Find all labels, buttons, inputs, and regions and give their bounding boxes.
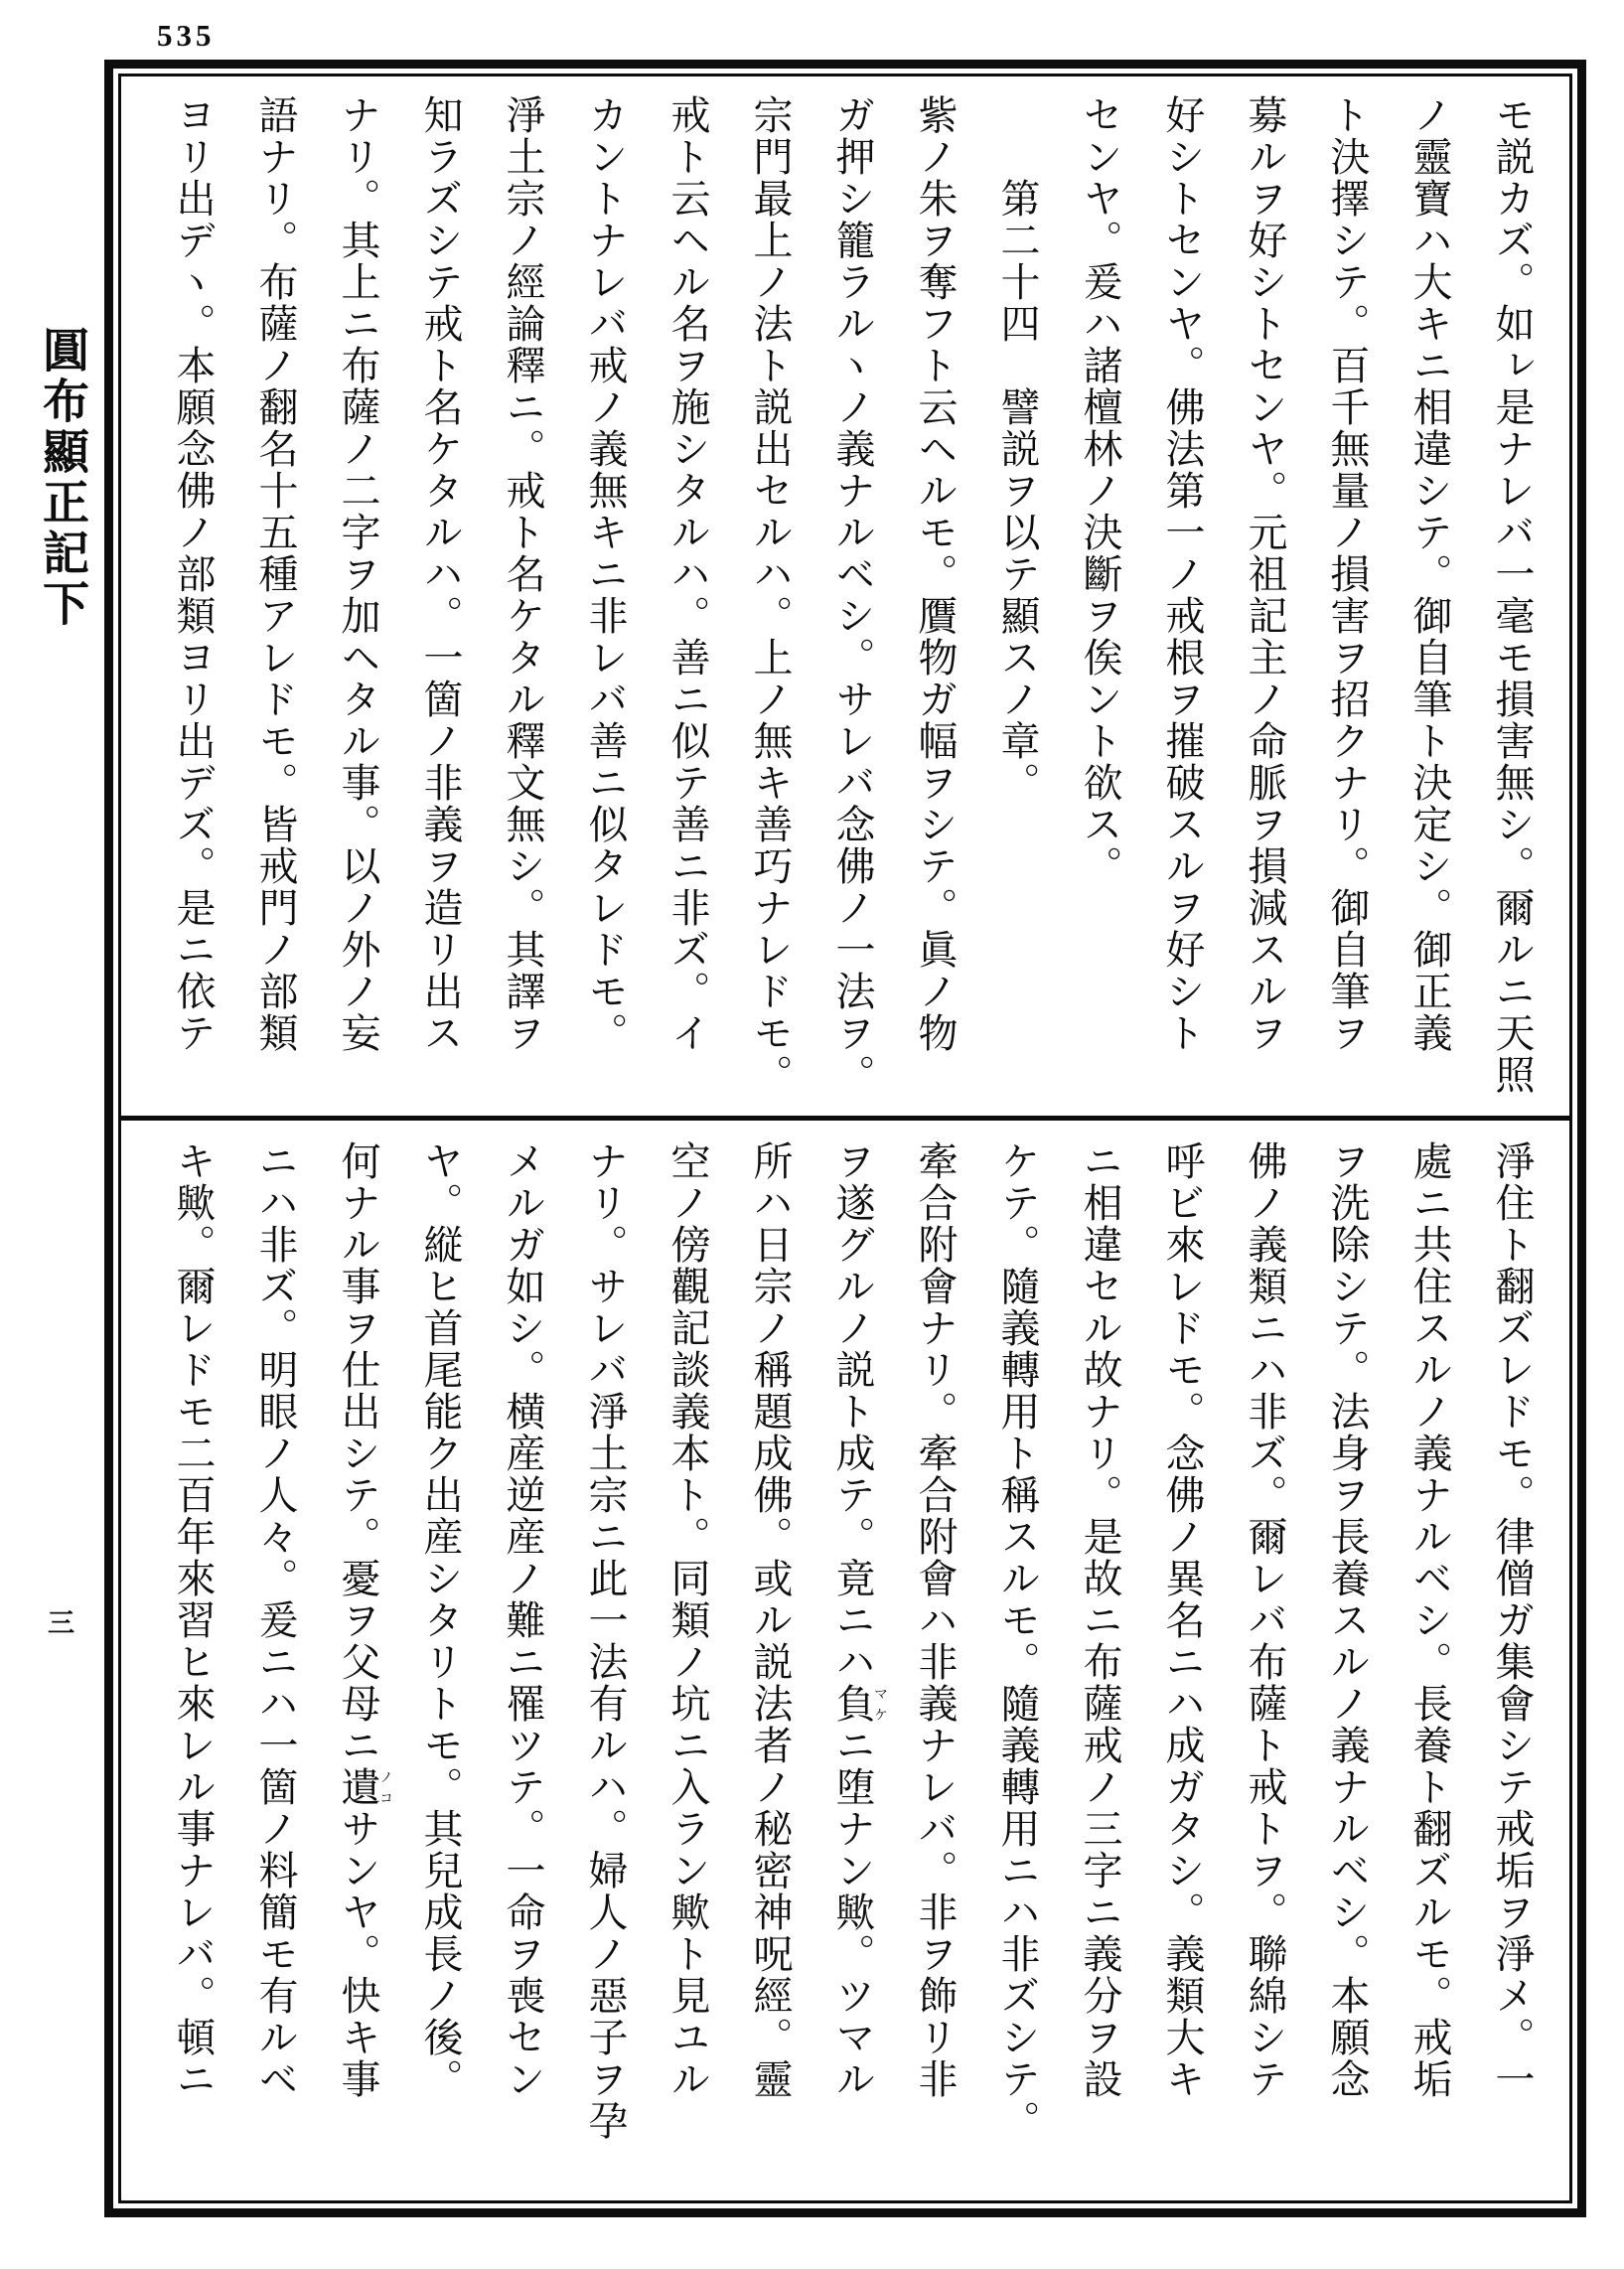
text-column: 何ナル事ヲ仕出シテ。憂ヲ父母ニ遺ノコサンヤ。快キ事	[336, 1140, 392, 2100]
text-column: 空ノ傍觀記談義本ト。同類ノ坑ニ入ラン歟ト見ユル	[665, 1140, 710, 2100]
text-column: 知ラズシテ戒ト名ケタルハ。一箇ノ非義ヲ造リ出ス	[418, 94, 463, 1054]
text-column: 呼ビ來レドモ。念佛ノ異名ニハ成ガタシ。義類大キ	[1160, 1140, 1205, 2100]
page-number: 535	[157, 18, 216, 53]
text-column: ト決擇シテ。百千無量ノ損害ヲ招クナリ。御自筆ヲ	[1325, 94, 1370, 1054]
margin-title-label: 圓布顯正記下	[36, 326, 87, 630]
text-column: メルガ如シ。横産逆産ノ難ニ罹ツテ。一命ヲ喪セン	[501, 1140, 545, 2100]
text-column: ナリ。サレバ淨土宗ニ此一法有ルハ。婦人ノ惡子ヲ孕	[583, 1140, 628, 2142]
text-column: 淨住ト翻ズレドモ。律僧ガ集會シテ戒垢ヲ淨メ。一	[1490, 1140, 1535, 2100]
bottom-text-block	[121, 1121, 1569, 2200]
text-column: センヤ。爰ハ諸檀林ノ決斷ヲ俟ント欲ス。	[1078, 94, 1122, 887]
text-column: 佛ノ義類ニハ非ズ。爾レバ布薩ト戒トヲ。聯綿シテ	[1243, 1140, 1287, 2100]
text-column: ヲ洗除シテ。法身ヲ長養スルノ義ナルベシ。本願念	[1325, 1140, 1370, 2100]
text-column: 處ニ共住スルノ義ナルベシ。長養ト翻ズルモ。戒垢	[1407, 1140, 1452, 2100]
text-column: モ説カズ。如ㇾ是ナレバ一毫モ損害無シ。爾ルニ天照	[1490, 94, 1535, 1096]
text-column: 宗門最上ノ法ト説出セルハ。上ノ無キ善巧ナレドモ。	[748, 94, 793, 1096]
text-column: キ歟。爾レドモ二百年來習ヒ來レル事ナレバ。頓ニ	[171, 1140, 216, 2100]
text-column: ヲ遂グルノ説ト成テ。竟ニハ負マケニ堕ナン歟。ツマル	[830, 1140, 887, 2100]
text-column: 語ナリ。布薩ノ翻名十五種アレドモ。皆戒門ノ部類	[253, 94, 298, 1054]
text-column: ヨリ出デヽ。本願念佛ノ部類ヨリ出デズ。是ニ依テ	[171, 94, 216, 1054]
top-text-block	[121, 76, 1569, 1116]
text-column: ナリ。其上ニ布薩ノ二字ヲ加ヘタル事。以ノ外ノ妄	[336, 94, 380, 1054]
margin-folio-mark: 三	[48, 1608, 74, 1638]
text-column: ニハ非ズ。明眼ノ人々。爰ニハ一箇ノ料簡モ有ルベ	[253, 1140, 298, 2100]
text-column: ケテ。隨義轉用ト稱スルモ。隨義轉用ニハ非ズシテ。	[995, 1140, 1040, 2142]
page-border-inner	[118, 74, 1572, 2203]
text-column: 淨土宗ノ經論釋ニ。戒ト名ケタル釋文無シ。其譯ヲ	[501, 94, 545, 1054]
text-column: 牽合附會ナリ。牽合附會ハ非義ナレバ。非ヲ飾リ非	[913, 1140, 958, 2100]
text-column: ニ相違セル故ナリ。是故ニ布薩戒ノ三字ニ義分ヲ設	[1078, 1140, 1122, 2100]
text-column: 紫ノ朱ヲ奪フト云ヘルモ。贋物ガ幅ヲシテ。眞ノ物	[913, 94, 958, 1054]
text-column: ヤ。縦ヒ首尾能ク出産シタリトモ。其兒成長ノ後。	[418, 1140, 463, 2100]
text-column: 募ルヲ好シトセンヤ。元祖記主ノ命脈ヲ損減スルヲ	[1243, 94, 1287, 1054]
text-column: 戒ト云ヘル名ヲ施シタルハ。善ニ似テ善ニ非ズ。イ	[665, 94, 710, 1054]
chapter-heading-column: 第二十四 譬説ヲ以テ顯スノ章。	[995, 94, 1040, 804]
text-column: ガ押シ籠ラルヽノ義ナルベシ。サレバ念佛ノ一法ヲ。	[830, 94, 875, 1096]
text-column: 所ハ日宗ノ稱題成佛。或ル説法者ノ秘密神呪經。靈	[748, 1140, 793, 2100]
text-column: カントナレバ戒ノ義無キニ非レバ善ニ似タレドモ。	[583, 94, 628, 1054]
text-column: ノ靈寶ハ大キニ相違シテ。御自筆ト決定シ。御正義	[1407, 94, 1452, 1054]
text-column: 好シトセンヤ。佛法第一ノ戒根ヲ摧破スルヲ好シト	[1160, 94, 1205, 1054]
page-border-outer	[104, 60, 1586, 2217]
